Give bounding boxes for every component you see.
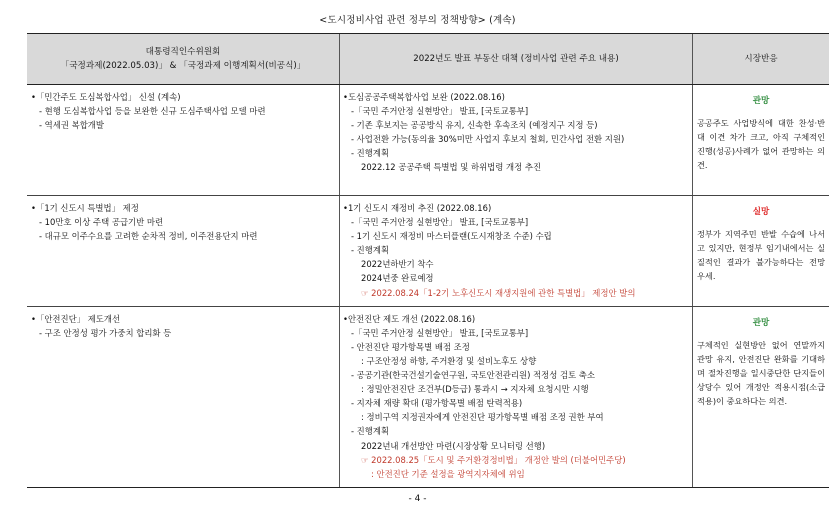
row-measure <box>340 85 693 196</box>
measure-item: - 사업전환 가능(동의율 30%미만 사업지 후보지 철회, 민간사업 전환 지원) <box>351 134 625 145</box>
row-national-task <box>27 306 340 487</box>
header-measures: 2022년도 발표 부동산 대책 (정비사업 관련 주요 내용) <box>340 34 693 85</box>
page-title: <도시정비사업 관련 정부의 정책방향> (계속) <box>319 15 516 26</box>
stance-label: 실망 <box>752 207 770 217</box>
row-measure <box>340 306 693 487</box>
reaction-comment: 정부가 지역주민 반발 수습에 나서고 있지만, 현정부 임기내에서는 실질적인 결과가 불가능하다는 전망 우세. <box>697 229 825 282</box>
measure-item: - 진행계획 <box>351 426 390 437</box>
measure-title: •안전진단 제도 개선 (2022.08.16) <box>343 313 476 324</box>
measure-subitem: 2024년중 완료예정 <box>361 273 434 284</box>
reaction-comment: 공공주도 사업방식에 대한 찬성·반대 이견 차가 크고, 아직 구체적인 진행(성공)사례가 없어 관망하는 의견. <box>697 118 825 171</box>
task-title: •「민간주도 도심복합사업」 신설 (계속) <box>31 92 181 102</box>
row-national-task <box>27 196 340 307</box>
task-item: - 역세권 복합개발 <box>39 120 104 131</box>
stance-label: 관망 <box>752 317 770 328</box>
row-reaction <box>693 196 830 307</box>
row-reaction <box>693 85 830 196</box>
measure-subitem: : 정밀안전진단 조건부(D등급) 통과시 → 지자체 요청시만 시행 <box>361 384 589 395</box>
table-row <box>27 85 829 196</box>
measure-item: - 진행계획 <box>351 148 390 159</box>
page-number: - 4 - <box>408 494 427 504</box>
measure-title: •1기 신도시 재정비 추진 (2022.08.16) <box>343 203 492 213</box>
measure-subitem: : 구조안정성 하향, 주거환경 및 설비노후도 상향 <box>361 355 537 366</box>
policy-table <box>27 33 829 488</box>
stance-label: 관망 <box>752 96 770 106</box>
row-reaction <box>693 306 830 487</box>
bill-note: ☞ 2022.08.24「1-2기 노후신도시 재생지원에 관한 특별법」 제정안 발의 <box>361 287 636 298</box>
task-item: - 현행 도심복합사업 등을 보완한 신규 도심주택사업 모델 마련 <box>39 106 266 117</box>
bill-note: ☞ 2022.08.25「도시 및 주거환경정비법」 개정안 발의 (더불어민주당) <box>361 454 626 465</box>
row-measure <box>340 196 693 307</box>
measure-item: - 기존 후보지는 공공방식 유지, 신속한 후속조치 (예정지구 지정 등) <box>351 120 598 131</box>
header-committee-label: 대통령직인수위원회 <box>145 46 221 57</box>
measure-item: - 공공기관(한국건설기술연구원, 국토안전관리원) 적정성 검토 축소 <box>351 370 595 381</box>
measure-subitem: 2022.12 공공주택 특별법 및 하위법령 개정 추진 <box>361 162 542 173</box>
measure-title: •도심공공주택복합사업 보완 (2022.08.16) <box>343 92 505 102</box>
measure-item: - 1기 신도시 재정비 마스터플랜(도시재창조 수준) 수립 <box>351 231 552 242</box>
task-item: - 대규모 이주수요를 고려한 순차적 정비, 이주전용단지 마련 <box>39 231 258 242</box>
task-item: - 10만호 이상 주택 공급기반 마련 <box>39 217 164 228</box>
task-item: - 구조 안정성 평가 가중치 합리화 등 <box>39 327 172 338</box>
measure-item: -「국민 주거안정 실현방안」 발표, [국토교통부] <box>351 217 529 228</box>
header-national-tasks <box>27 34 340 85</box>
measure-item: -「국민 주거안정 실현방안」 발표, [국토교통부] <box>351 327 529 338</box>
measure-item: - 지자체 재량 확대 (평가항목별 배점 탄력적용) <box>351 398 523 409</box>
measure-subitem: : 정비구역 지정권자에게 안전진단 평가항목별 배점 조정 권한 부여 <box>361 412 604 423</box>
measure-subitem: 2022년하반기 착수 <box>361 259 434 270</box>
measure-item: - 안전진단 평가항목별 배점 조정 <box>351 341 470 352</box>
measure-subitem: 2022년내 개선방안 마련(시장상황 모니터링 선행) <box>361 440 546 451</box>
header-tasks-label: 「국정과제(2022.05.03)」 & 「국정과제 이행계획서(비공식)」 <box>60 60 306 71</box>
table-row <box>27 306 829 487</box>
row-national-task <box>27 85 340 196</box>
header-market-reaction: 시장반응 <box>693 34 830 85</box>
table-row <box>27 196 829 307</box>
task-title: •「안전진단」 제도개선 <box>31 313 121 324</box>
measure-item: -「국민 주거안정 실현방안」 발표, [국토교통부] <box>351 106 529 117</box>
table-header-row <box>27 34 829 85</box>
measure-item: - 진행계획 <box>351 245 390 256</box>
bill-note-detail: : 안전진단 기준 설정을 광역지자체에 위임 <box>371 468 525 479</box>
task-title: •「1기 신도시 특별법」 제정 <box>31 203 139 213</box>
reaction-comment: 구체적인 실현방안 없어 연말까지 관망 유지, 안전진단 완화를 기대하며 절차진행을 일시중단한 단지들이 상당수 있어 개정안 적용시점(소급적용)이 중요하다는 의견. <box>697 339 825 406</box>
